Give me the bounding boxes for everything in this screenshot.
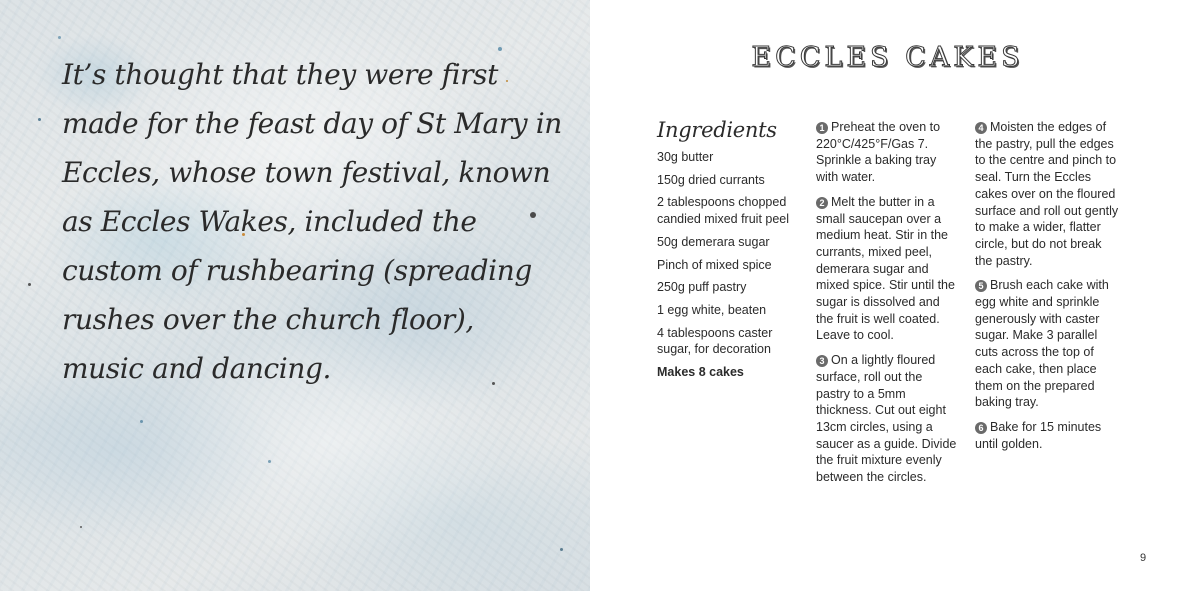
textured-background-panel [0, 0, 590, 591]
step-text: Moisten the edges of the pastry, pull the edges to the centre and pinch to seal. Turn the Eccles cakes over on the floured surface and roll out gently to make a wider, flatter circle, but do not break the pastry. [975, 120, 1119, 268]
handwritten-quote: It’s thought that they were first made for the feast day of St Mary in Eccles, whose town festival, known as Eccles Wakes, included the custom of rushbearing (spreading rushes over the church floor), music and dancing. [62, 58, 562, 385]
method-step [816, 352, 958, 486]
ingredient-item: 250g puff pastry [657, 280, 747, 295]
method-step [975, 119, 1121, 269]
method-step [816, 119, 958, 186]
paint-speck [28, 283, 31, 286]
method-step [975, 277, 1121, 411]
method-column-2 [975, 119, 1121, 460]
paint-speck [58, 36, 61, 39]
ingredient-item: 30g butter [657, 150, 714, 164]
yield-text: Makes 8 cakes [657, 365, 744, 380]
ingredient-item: 1 egg white, beaten [657, 302, 767, 317]
step-number-badge: 3 [816, 355, 828, 367]
recipe-title: ECCLES CAKES [751, 42, 1024, 73]
paint-speck [80, 526, 82, 528]
paint-speck [268, 460, 271, 463]
step-text: Bake for 15 minutes until golden. [975, 419, 1102, 451]
step-text: On a lightly floured surface, roll out the pastry to a 5mm thickness. Cut out eight 13cm circles, using a saucer as a guide. Divide the fruit mixture evenly between the circles. [816, 353, 957, 485]
step-number-badge: 6 [975, 422, 987, 434]
step-text: Preheat the oven to 220°C/425°F/Gas 7. Sprinkle a baking tray with water. [816, 120, 941, 185]
ingredients-heading: Ingredients [657, 118, 777, 142]
paint-speck [38, 118, 41, 121]
step-text: Melt the butter in a small saucepan over a medium heat. Stir in the currants, mixed peel, demerara sugar and mixed spice. Stir until the sugar is dissolved and the fruit is well coated. Leave to cool. [816, 194, 955, 343]
step-text: Brush each cake with egg white and sprinkle generously with caster sugar. Make 3 parallel cuts across the top of each cake, then place them on the prepared baking tray. [975, 278, 1109, 410]
paint-speck [140, 420, 143, 423]
ingredient-item: Pinch of mixed spice [657, 257, 772, 272]
ingredient-item: 2 tablespoons chopped candied mixed fruit peel [657, 195, 790, 227]
step-number-badge: 4 [975, 122, 987, 134]
step-number-badge: 1 [816, 122, 828, 134]
method-step [975, 419, 1121, 452]
ingredients-list [657, 149, 807, 358]
paint-speck [560, 548, 563, 551]
ingredient-item: 150g dried currants [657, 172, 765, 187]
step-number-badge: 2 [816, 197, 828, 209]
ingredient-item: 4 tablespoons caster sugar, for decoration [657, 325, 773, 357]
ingredient-item: 50g demerara sugar [657, 234, 770, 249]
page-number: 9 [1140, 552, 1147, 564]
ingredients-column [657, 117, 807, 381]
method-step [816, 194, 958, 344]
method-column-1 [816, 119, 958, 494]
step-number-badge: 5 [975, 280, 987, 292]
